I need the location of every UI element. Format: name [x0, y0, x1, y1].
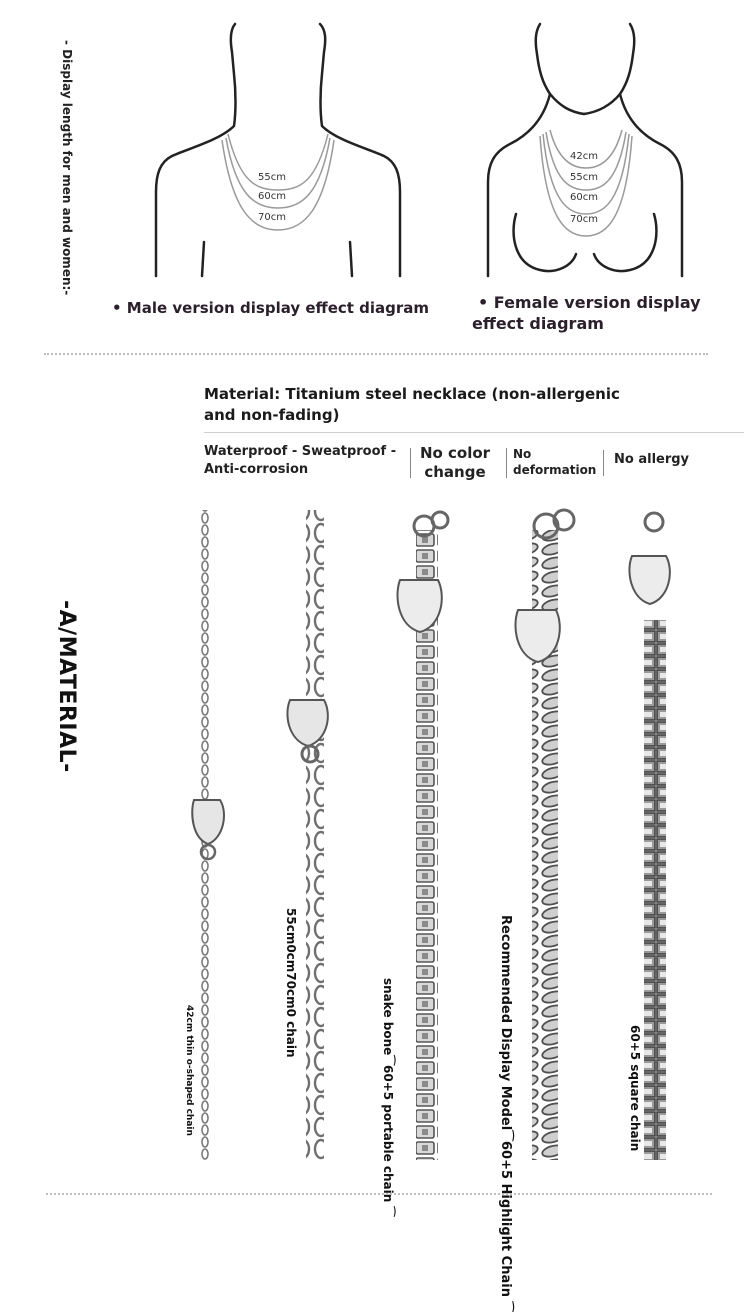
female-length-55: 55cm [570, 172, 598, 183]
chain-photos [150, 500, 710, 1160]
feature-separator [603, 450, 604, 476]
feature-separator [506, 448, 507, 478]
material-title-line1: Material: Titanium steel necklace (non-allergenic [204, 385, 620, 403]
feature-separator [410, 448, 411, 478]
material-side-label: -A/MATERIAL- [54, 600, 79, 773]
material-title [204, 384, 620, 426]
feature-no-deformation: No deformation [513, 447, 597, 477]
chain5-label: 60+5 square chain [628, 1025, 642, 1152]
feature-no-allergy: No allergy [614, 452, 690, 467]
material-underline [204, 432, 744, 433]
female-caption-line1: • Female version display [478, 293, 701, 312]
male-length-70: 70cm [258, 212, 286, 223]
female-caption [472, 292, 701, 334]
female-length-70: 70cm [570, 214, 598, 225]
female-caption-line2: effect diagram [472, 314, 604, 333]
material-title-line2: and non-fading) [204, 406, 340, 424]
feature-no-color-change: No color change [419, 444, 491, 481]
section-divider-bottom [46, 1193, 712, 1195]
chain5-clasp [629, 513, 669, 604]
male-bust-diagram [150, 22, 410, 278]
feature-waterproof: Waterproof - Sweatproof - Anti-corrosion [204, 444, 397, 477]
female-bust-diagram [480, 22, 695, 278]
female-length-42: 42cm [570, 151, 598, 162]
chain4-label: 60+5 Highlight Chain ⁀ Recommended Display Model⁀ [498, 915, 513, 1312]
display-length-side-label: - Display length for men and women:- [60, 40, 74, 296]
male-length-55: 55cm [258, 172, 286, 183]
chain3-label: 60+5 portable chain ⁀ snake bone⁀ [381, 978, 395, 1217]
female-length-60: 60cm [570, 192, 598, 203]
male-length-60: 60cm [258, 191, 286, 202]
chain2-label: 55cm0cm70cm0 chain [284, 908, 298, 1058]
chain1-label: 42cm thin o-shaped chain [184, 1005, 194, 1136]
section-divider-top [44, 353, 708, 355]
male-caption: • Male version display effect diagram [112, 299, 430, 317]
